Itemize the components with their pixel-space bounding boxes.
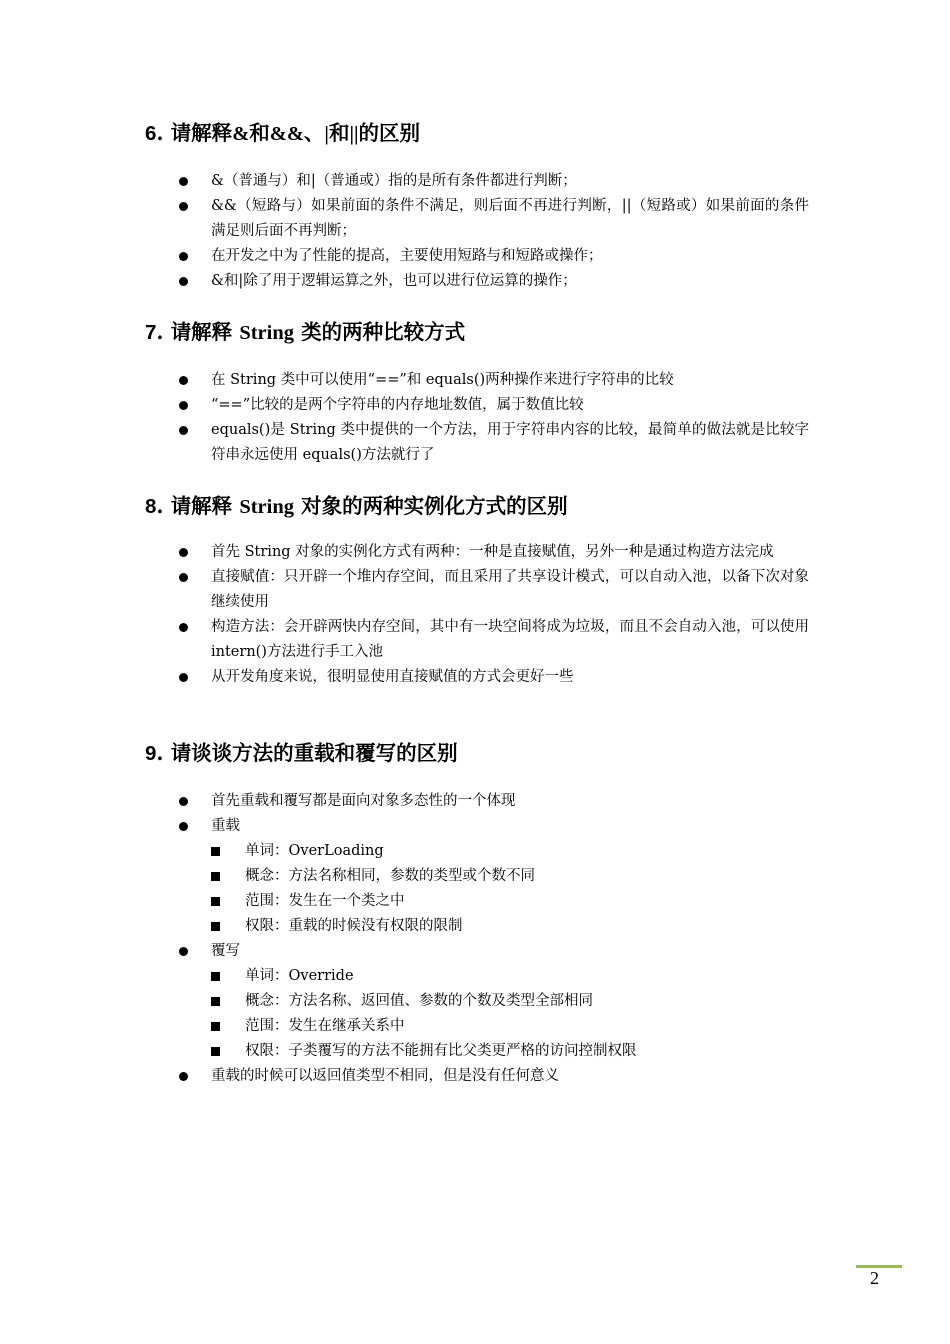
square-bullet-icon: [211, 847, 220, 856]
bullet-icon: [179, 401, 188, 410]
sublist-item: 权限：子类覆写的方法不能拥有比父类更严格的访问控制权限: [211, 1039, 809, 1064]
bullet-icon: [179, 277, 188, 286]
list-item: 在开发之中为了性能的提高，主要使用短路与和短路或操作；: [179, 244, 809, 269]
bullet-icon: [179, 202, 188, 211]
bullet-icon: [179, 177, 188, 186]
bullet-icon: [179, 822, 188, 831]
list-item: equals()是 String 类中提供的一个方法，用于字符串内容的比较，最简单的做法就是比较字符串永远使用 equals()方法就行了: [179, 418, 809, 468]
list-item-override: 覆写 单词：Override 概念：方法名称、返回值、参数的个数及类型全部相同 范围：发生在继承关系中 权限：子类覆写的方法不能拥有比父类更严格的访问控制权限: [179, 939, 809, 1064]
section-7: [145, 318, 815, 463]
section-6: [145, 119, 815, 289]
sublist-item: 单词：OverLoading: [211, 839, 809, 864]
list-item: “==”比较的是两个字符串的内存地址数值，属于数值比较: [179, 393, 809, 418]
list-item: 在 String 类中可以使用“==”和 equals()两种操作来进行字符串的比较: [179, 368, 809, 393]
list-item: 直接赋值：只开辟一个堆内存空间，而且采用了共享设计模式，可以自动入池，以备下次对象继续使用: [179, 565, 809, 615]
square-bullet-icon: [211, 1022, 220, 1031]
bullet-icon: [179, 947, 188, 956]
sublist-item: 单词：Override: [211, 964, 809, 989]
list-item: 构造方法：会开辟两快内存空间，其中有一块空间将成为垃圾，而且不会自动入池，可以使用 intern()方法进行手工入池: [179, 615, 809, 665]
bullet-icon: [179, 673, 188, 682]
bullet-icon: [179, 573, 188, 582]
sublist-item: 概念：方法名称相同，参数的类型或个数不同: [211, 864, 809, 889]
square-bullet-icon: [211, 972, 220, 981]
section-9-heading: 9. 请谈谈方法的重载和覆写的区别: [145, 741, 458, 765]
list-item: 重载的时候可以返回值类型不相同，但是没有任何意义: [179, 1064, 809, 1089]
square-bullet-icon: [211, 897, 220, 906]
sublist-item: 权限：重载的时候没有权限的限制: [211, 914, 809, 939]
section-9: [145, 739, 815, 1084]
bullet-icon: [179, 548, 188, 557]
sublist-item: 范围：发生在继承关系中: [211, 1014, 809, 1039]
square-bullet-icon: [211, 922, 220, 931]
square-bullet-icon: [211, 1047, 220, 1056]
list-item-overload: 重载 单词：OverLoading 概念：方法名称相同，参数的类型或个数不同 范围：发生在一个类之中 权限：重载的时候没有权限的限制: [179, 814, 809, 939]
footer-rule: [856, 1265, 902, 1268]
section-6-list: [179, 169, 809, 294]
list-item: &和|除了用于逻辑运算之外，也可以进行位运算的操作；: [179, 269, 809, 294]
overload-sublist: [211, 839, 809, 939]
section-8-heading: 8. 请解释 String 对象的两种实例化方式的区别: [145, 494, 568, 518]
bullet-icon: [179, 623, 188, 632]
bullet-icon: [179, 797, 188, 806]
list-item: &（普通与）和|（普通或）指的是所有条件都进行判断；: [179, 169, 809, 194]
section-7-heading: 7. 请解释 String 类的两种比较方式: [145, 320, 466, 344]
list-item: &&（短路与）如果前面的条件不满足，则后面不再进行判断，||（短路或）如果前面的条件满足则后面不再判断；: [179, 194, 809, 244]
bullet-icon: [179, 376, 188, 385]
override-sublist: [211, 964, 809, 1064]
list-item: 首先重载和覆写都是面向对象多态性的一个体现: [179, 789, 809, 814]
square-bullet-icon: [211, 872, 220, 881]
square-bullet-icon: [211, 997, 220, 1006]
list-item: 从开发角度来说，很明显使用直接赋值的方式会更好一些: [179, 665, 809, 690]
section-8: [145, 492, 815, 685]
sublist-item: 概念：方法名称、返回值、参数的个数及类型全部相同: [211, 989, 809, 1014]
bullet-icon: [179, 426, 188, 435]
list-item: 首先 String 对象的实例化方式有两种：一种是直接赋值，另外一种是通过构造方法完成: [179, 540, 809, 565]
section-9-list: [179, 789, 809, 1089]
sublist-item: 范围：发生在一个类之中: [211, 889, 809, 914]
section-8-list: [179, 540, 809, 690]
page-number: 2: [870, 1268, 879, 1288]
section-7-list: [179, 368, 809, 468]
section-6-heading: 6. 请解释&和&&、|和||的区别: [145, 121, 420, 145]
bullet-icon: [179, 252, 188, 261]
bullet-icon: [179, 1072, 188, 1081]
